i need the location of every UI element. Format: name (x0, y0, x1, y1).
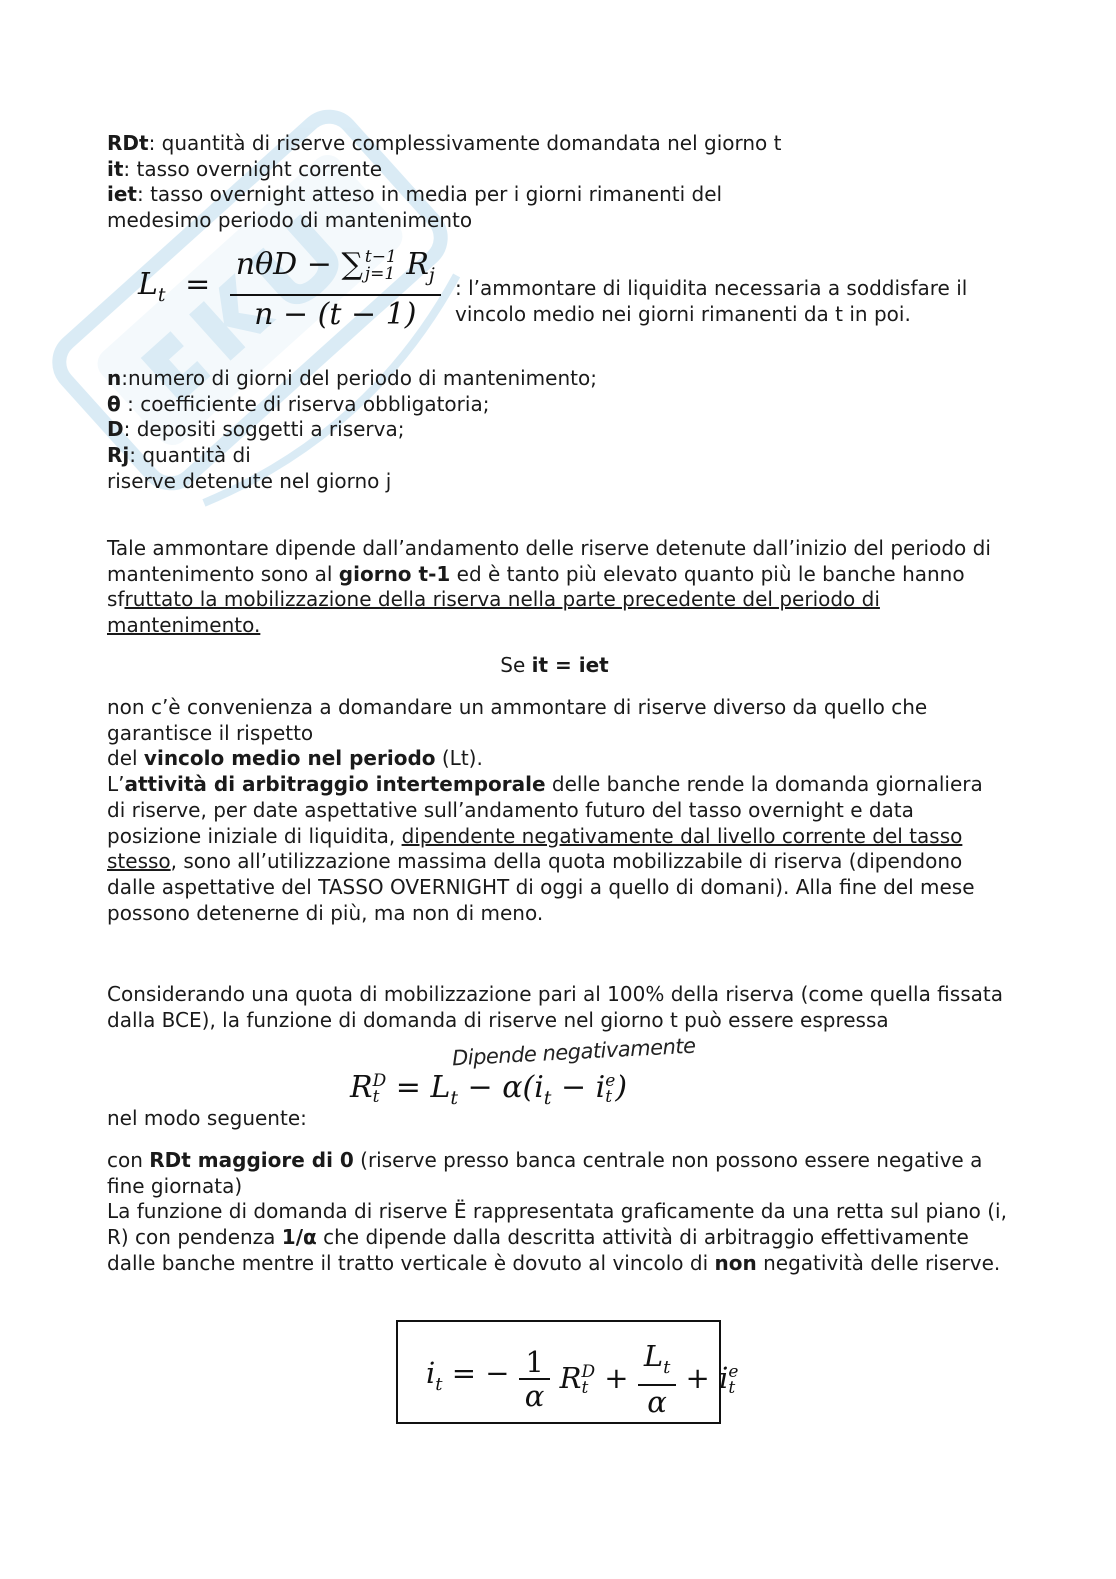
para4-condition: con RDt maggiore di 0 (riserve presso banca centrale non possono essere negative a fine giornata) (107, 1148, 983, 1198)
def-rdt: RDt: quantità di riserve complessivamente domandata nel giorno t (107, 131, 782, 155)
para2-line1: non c’è convenienza a domandare un ammontare di riserve diverso da quello che garantisce il rispetto (107, 695, 928, 745)
formula-box-frac2: $\frac{L_t}{\alpha}$ (638, 1340, 677, 1418)
def-n: n:numero di giorni del periodo di mantenimento; (107, 366, 597, 390)
def-iet: iet: tasso overnight atteso in media per i giorni rimanenti del medesimo periodo di mantenimento (107, 182, 723, 233)
paragraph-considerando: Considerando una quota di mobilizzazione pari al 100% della riserva (come quella fissata dalla BCE), la funzione di domanda di riserve nel giorno t può essere espressa (107, 982, 1003, 1032)
def-theta: θ : coefficiente di riserva obbligatoria; (107, 391, 490, 416)
formula-lt-lhs: L (138, 267, 158, 302)
formula-lt-numerator: nθD − ∑ t−1 j=1 $R_j$ (235, 247, 435, 286)
def-it: it: tasso overnight corrente (107, 156, 383, 181)
formula-box-frac1: $\frac{1}{\alpha}$ (519, 1346, 551, 1412)
para4-retta: La funzione di domanda di riserve Ë rappresentata graficamente da una retta sul piano (i, R) con pendenza 1/α che dipende dalla descritta attività di arbitraggio effettivamente dalle banche mentre il tratto verticale è dovuto al vincolo di non negatività delle riserve. (107, 1199, 1007, 1275)
para2-arbitraggio: L’attività di arbitraggio intertemporale delle banche rende la domanda giornaliera di riserve, per date aspettative sull’andamento futuro del tasso overnight e data posizione iniziale di liquidita, dipendente negativamente dal livello corrente del tasso stesso, sono all’utilizzazione massima della quota mobilizzabile di riserva (dipendono dalle aspettative del TASSO OVERNIGHT di oggi a quello di domani). Alla fine del mese possono detenerne di più, ma non di meno. (107, 772, 983, 925)
formula-lt-denominator: n − (t − 1) (230, 294, 441, 334)
paragraph-funzione-domanda (107, 1148, 1007, 1277)
def-d: D: depositi soggetti a riserva; (107, 417, 405, 442)
formula-lt-fraction (230, 246, 441, 334)
definitions-top (107, 131, 1007, 234)
formula-rd: R D t = $L_t - \alpha(i_t - i$ e t ) (350, 1070, 628, 1109)
def-rj-cont: riserve detenute nel giorno j (107, 468, 392, 493)
paragraph-convenienza (107, 695, 1007, 926)
formula-lt-caption: : l’ammontare di liquidita necessaria a soddisfare il vincolo medio nei giorni rimanenti da t in poi. (455, 276, 968, 326)
formula-box (396, 1320, 739, 1424)
centered-condition: Se it = iet (500, 653, 609, 677)
paragraph-ammontare: Tale ammontare dipende dall’andamento delle riserve detenute dall’inizio del periodo di mantenimento sono al giorno t-1 ed è tanto più elevato quanto più le banche hanno sfruttato la mobilizzazione della riserva nella parte precedente del periodo di mantenimento. (107, 536, 991, 638)
def-rj: Rj: quantità di (107, 443, 251, 468)
handwritten-note: Dipende negativamente (451, 1033, 697, 1071)
nel-modo-seguente: nel modo seguente: (107, 1106, 307, 1130)
formula-lt: $L_t$ = nθD − ∑ t−1 j=1 $R_j$ n − (t − 1) (138, 246, 441, 334)
formula-it: $i_t$ = − $\frac{1}{\alpha}$ R D t + $\frac{L_t}{\alpha}$ + i e t (426, 1339, 739, 1419)
para2-line2: del vincolo medio nel periodo (Lt). (107, 746, 483, 771)
definitions-variables (107, 366, 1007, 495)
